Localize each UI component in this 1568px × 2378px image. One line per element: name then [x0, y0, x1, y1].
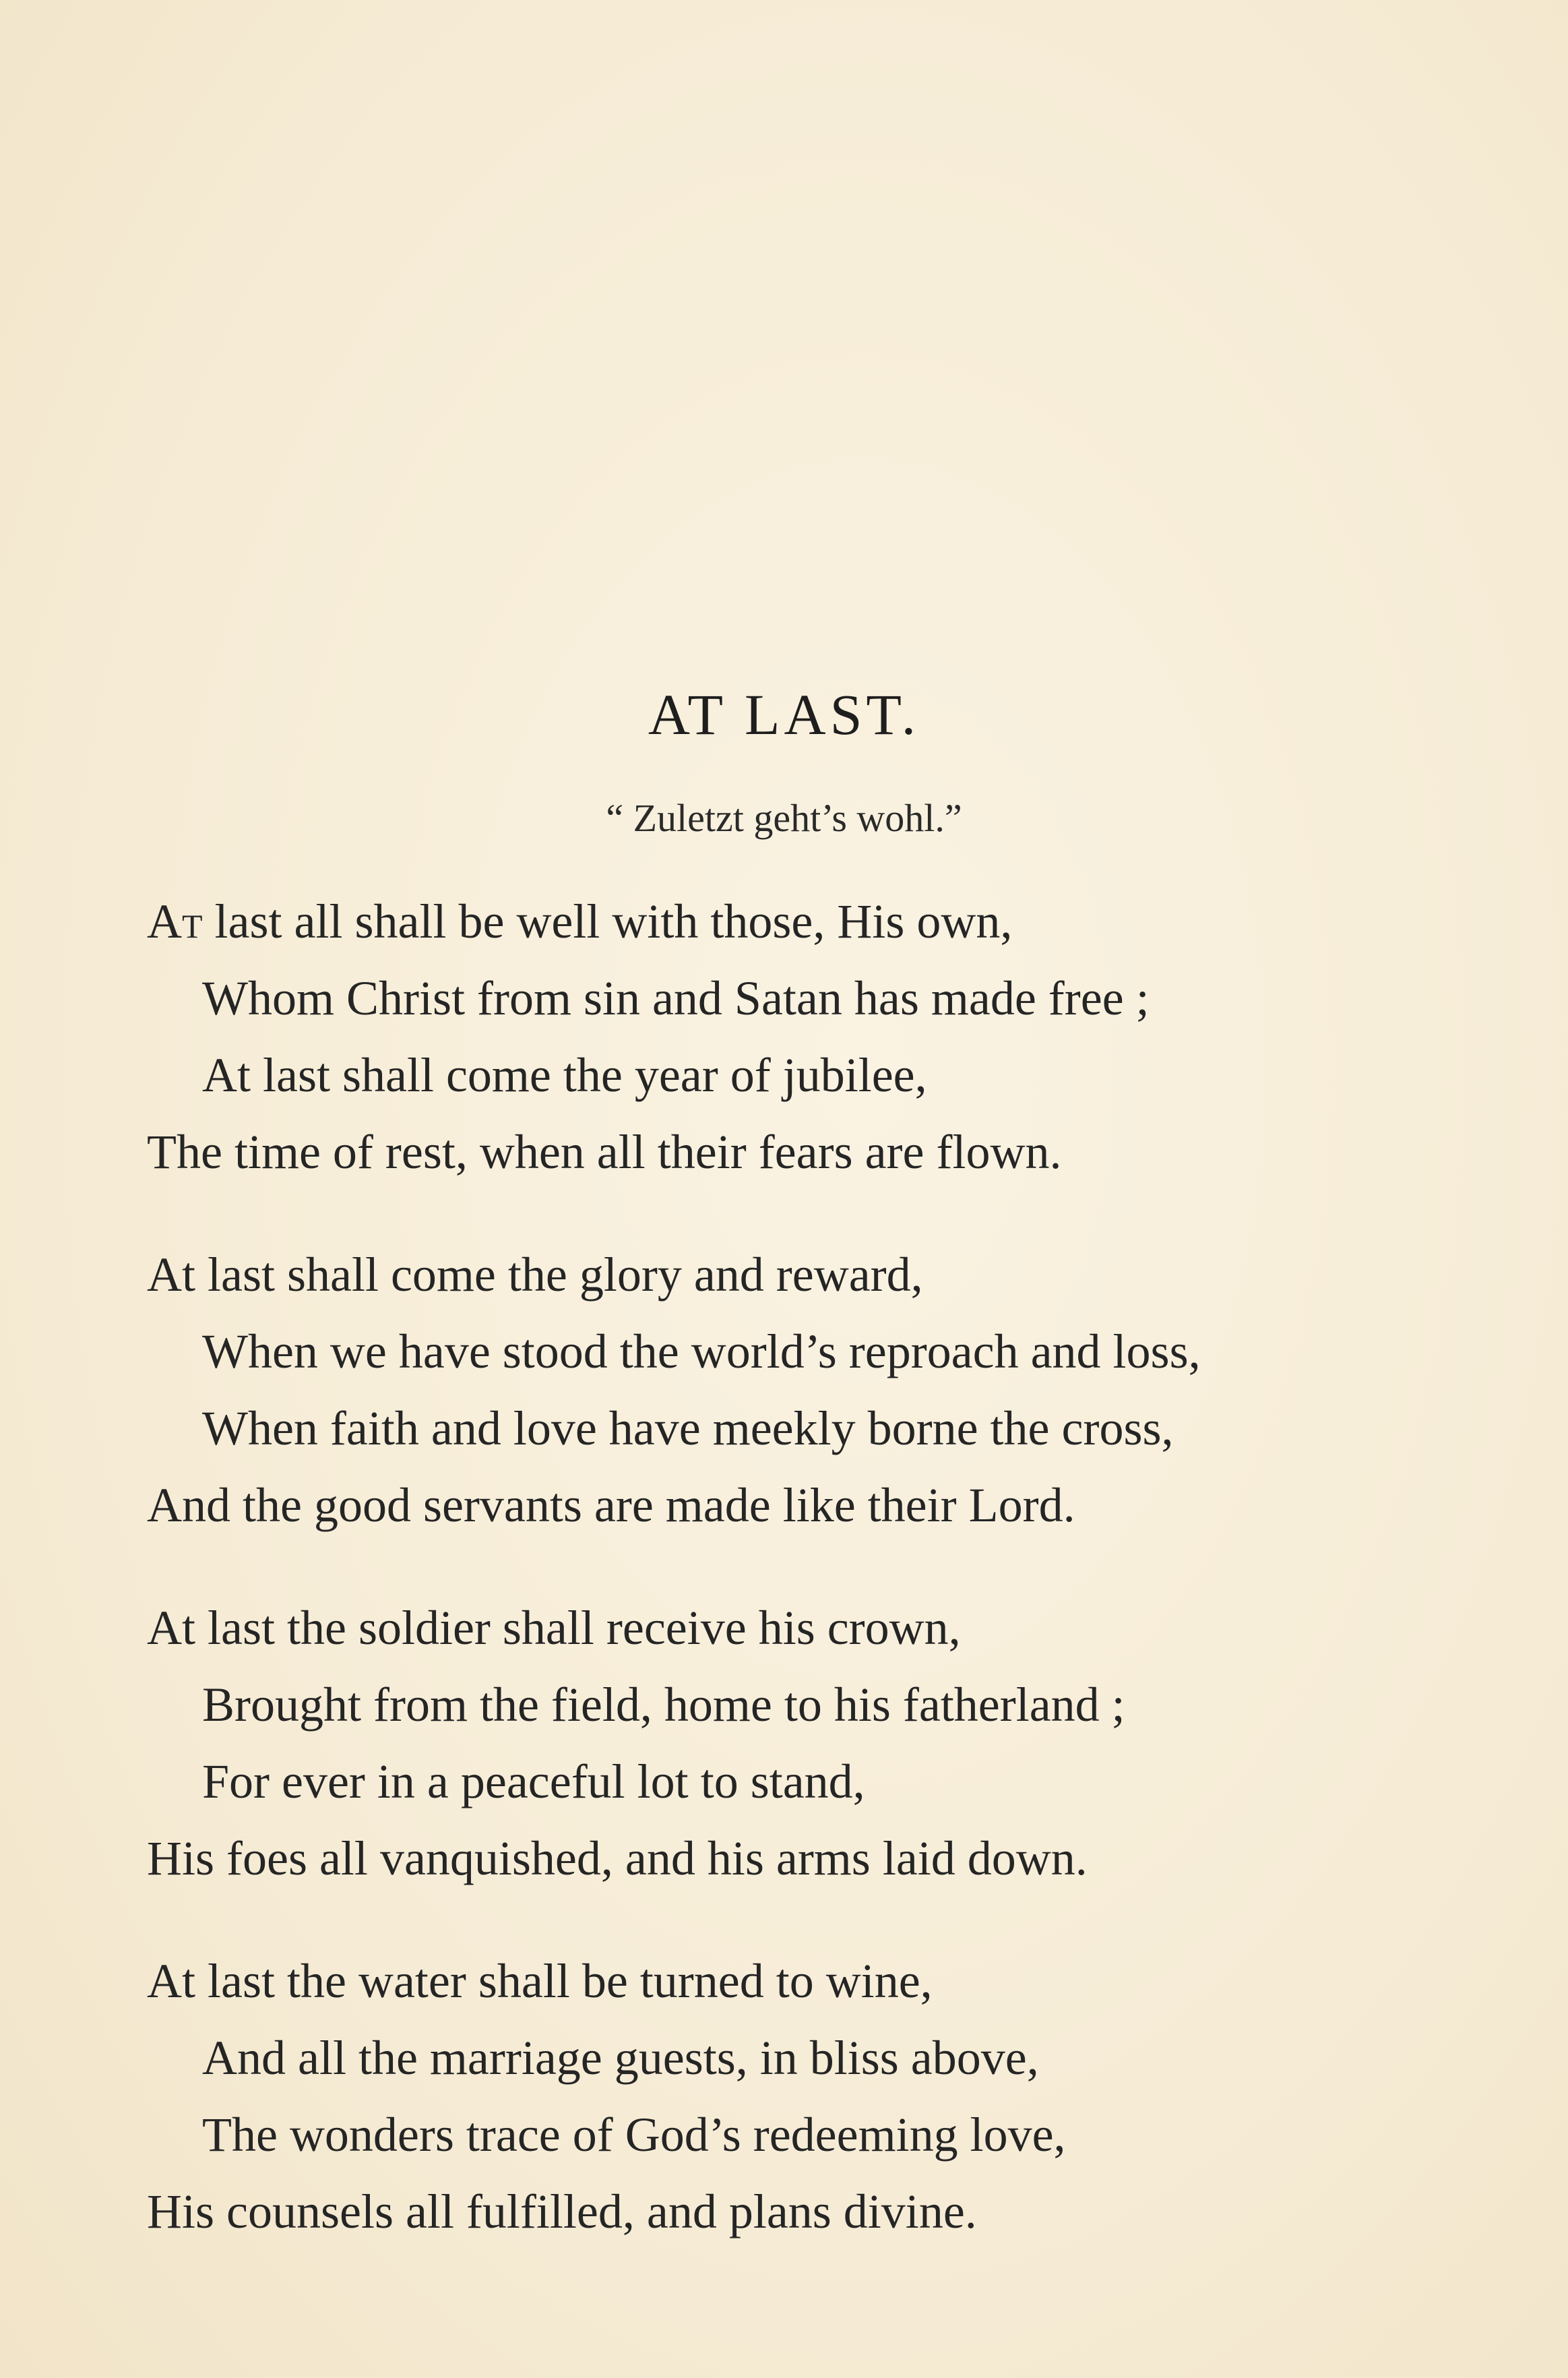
poem-line: The wonders trace of God’s redeeming love, [202, 2108, 1066, 2162]
poem-line: At last shall come the year of jubilee, [202, 1048, 927, 1102]
poem-body [147, 883, 1495, 2296]
poem-line: And all the marriage guests, in bliss above, [202, 2031, 1039, 2085]
stanza-2 [147, 1236, 1495, 1544]
poem-line: The time of rest, when all their fears are flown. [147, 1125, 1062, 1179]
poem-title: AT LAST. [648, 682, 920, 747]
stanza-4 [147, 1943, 1495, 2250]
poem-line: Whom Christ from sin and Satan has made free ; [202, 971, 1150, 1025]
poem-line: When faith and love have meekly borne the cross, [202, 1401, 1174, 1455]
poem-line: At last the water shall be turned to wine, [147, 1954, 933, 2008]
poem-line: At last shall come the glory and reward, [147, 1248, 923, 1302]
epigraph: “ Zuletzt geht’s wohl.” [606, 796, 962, 840]
poem-line: When we have stood the world’s reproach and loss, [202, 1324, 1201, 1378]
poem-line: At last the soldier shall receive his crown, [147, 1601, 961, 1655]
drop-word: At [147, 894, 203, 948]
poem-line: And the good servants are made like their Lord. [147, 1478, 1075, 1532]
stanza-1 [147, 883, 1495, 1190]
line-text: last all shall be well with those, His own, [202, 894, 1013, 948]
poem-line: Brought from the field, home to his fatherland ; [202, 1678, 1125, 1732]
poem-line [147, 883, 1495, 960]
poem-line: His counsels all fulfilled, and plans divine. [147, 2185, 977, 2238]
poem-line: His foes all vanquished, and his arms laid down. [147, 1831, 1088, 1885]
poem-line: For ever in a peaceful lot to stand, [202, 1755, 865, 1808]
stanza-3 [147, 1589, 1495, 1897]
